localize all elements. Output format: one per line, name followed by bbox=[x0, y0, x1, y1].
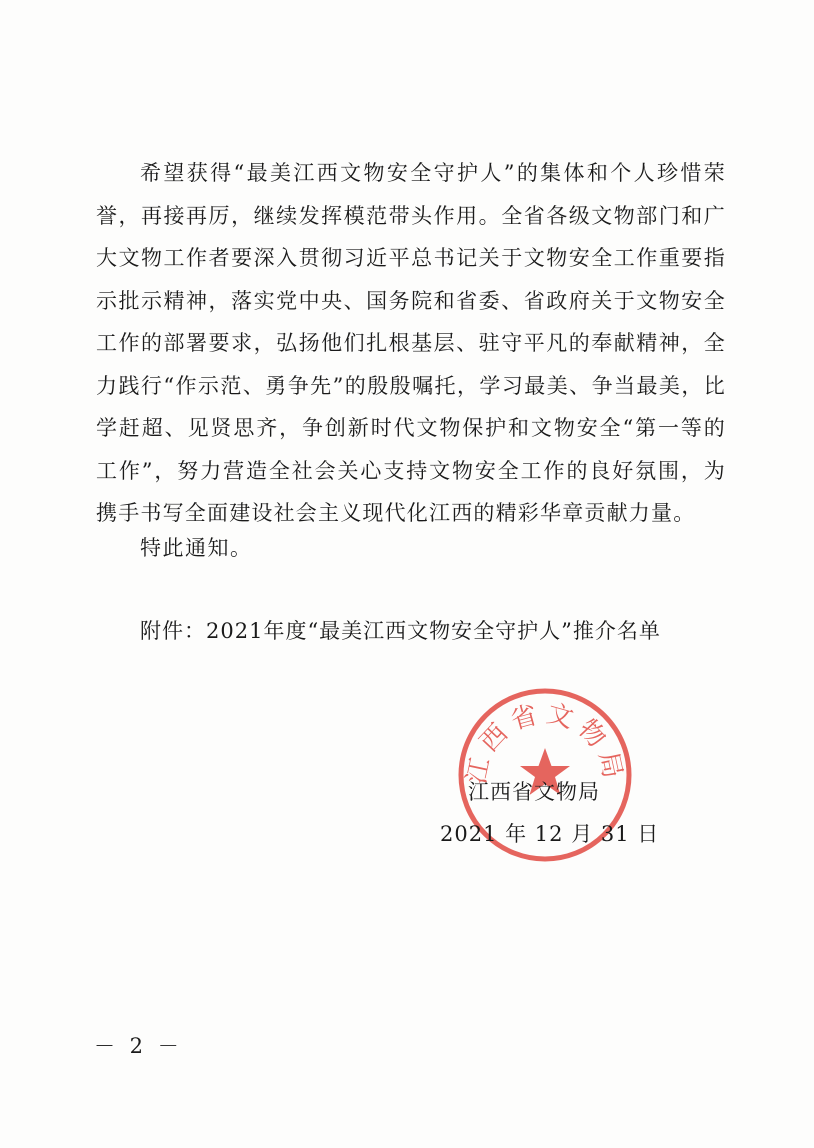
seal-text: 江西省文物局 bbox=[461, 698, 629, 787]
closing-line: 特此通知。 bbox=[140, 536, 253, 560]
signature-organization: 江西省文物局 bbox=[468, 780, 600, 804]
page-number: － 2 － bbox=[94, 1034, 183, 1058]
body-text bbox=[96, 152, 726, 535]
body-paragraph: 希望获得“最美江西文物安全守护人”的集体和个人珍惜荣誉，再接再厉，继续发挥模范带头作用。全省各级文物部门和广大文物工作者要深入贯彻习近平总书记关于文物安全工作重要指示批示精神，落实党中央、国务院和省委、省政府关于文物安全工作的部署要求，弘扬他们扎根基层、驻守平凡的奉献精神，全力践行“作示范、勇争先”的殷殷嘱托，学习最美、争当最美，比学赶超、见贤思齐，争创新时代文物保护和文物安全“第一等的工作”，努力营造全社会关心支持文物安全工作的良好氛围，为携手书写全面建设社会主义现代化江西的精彩华章贡献力量。 bbox=[96, 161, 726, 525]
signature-date: 2021 年 12 月 31 日 bbox=[440, 822, 660, 846]
attachment-line: 附件：2021年度“最美江西文物安全守护人”推介名单 bbox=[140, 619, 661, 643]
